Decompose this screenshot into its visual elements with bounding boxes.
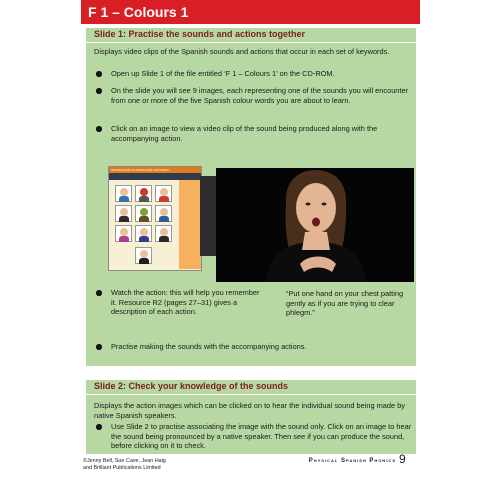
copyright xyxy=(83,458,203,472)
video-still xyxy=(216,168,414,282)
bullet-icon xyxy=(96,290,102,296)
action-quote: “Put one hand on your chest patting gently as if you are trying to clear phlegm.” xyxy=(286,289,404,318)
bullet-icon xyxy=(96,126,102,132)
slide1-watch-bullet: Watch the action: this will help you remember it. Resource R2 (pages 27–31) gives a description of each action. xyxy=(111,288,260,317)
bullet-icon xyxy=(96,71,102,77)
bullet-icon xyxy=(96,344,102,350)
slide1-bullet-3: Click on an image to view a video clip of the sound being produced along with the accompanying action. xyxy=(111,124,378,143)
slide1-heading: Slide 1: Practise the sounds and actions together xyxy=(86,28,416,43)
sound-image-tile xyxy=(115,225,132,242)
sound-image-tile xyxy=(155,225,172,242)
slide2-panel xyxy=(86,380,416,454)
screenshot-caption: SOUNDS AND ACTIONS FOR COLOURS 1 xyxy=(109,167,201,173)
speaker-photo xyxy=(216,168,414,282)
slide2-intro: Displays the action images which can be clicked on to hear the individual sound being made by native Spanish speakers. xyxy=(94,401,406,420)
page-title: F 1 – Colours 1 xyxy=(81,0,420,24)
sound-image-tile xyxy=(115,185,132,202)
bullet-icon xyxy=(96,88,102,94)
copyright-line-2: and Brilliant Publications Limited xyxy=(83,465,161,471)
worksheet-page xyxy=(81,0,420,500)
sound-image-tile xyxy=(135,185,152,202)
slide1-bullet-1: Open up Slide 1 of the file entitled ‘F 1 – Colours 1’ on the CD-ROM. xyxy=(111,69,335,78)
sound-image-tile xyxy=(155,205,172,222)
screenshot-toolbar xyxy=(109,173,201,180)
sound-image-tile xyxy=(135,225,152,242)
slide2-heading: Slide 2: Check your knowledge of the sounds xyxy=(86,380,416,395)
sound-image-tile xyxy=(135,247,152,264)
sound-image-tile xyxy=(135,205,152,222)
slide1-practise-bullet: Practise making the sounds with the accompanying actions. xyxy=(111,342,307,351)
slide1-panel xyxy=(86,28,416,366)
slide1-bullet-2: On the slide you will see 9 images, each representing one of the sounds you will encounter from one or more of the five Spanish colour words you are about to learn. xyxy=(111,86,409,105)
sound-image-tile xyxy=(155,185,172,202)
copyright-line-1: ©Jenny Bell, Sue Cave, Jean Haig xyxy=(83,458,166,464)
screenshot-sidebar xyxy=(179,180,201,269)
slide1-intro: Displays video clips of the Spanish sounds and actions that occur in each set of keywords. xyxy=(94,47,390,56)
book-title: Physical Spanish Phonics xyxy=(308,458,396,464)
page-number: 9 xyxy=(399,452,406,466)
slide-screenshot xyxy=(108,166,202,271)
zoom-connector xyxy=(200,176,216,256)
bullet-icon xyxy=(96,424,102,430)
slide2-bullet: Use Slide 2 to practise associating the image with the sound only. Click on an image to hear the sound being pronounced by a native speaker. Then see if you can produce the sound, before clicking on it to check. xyxy=(111,422,412,451)
sound-image-tile xyxy=(115,205,132,222)
